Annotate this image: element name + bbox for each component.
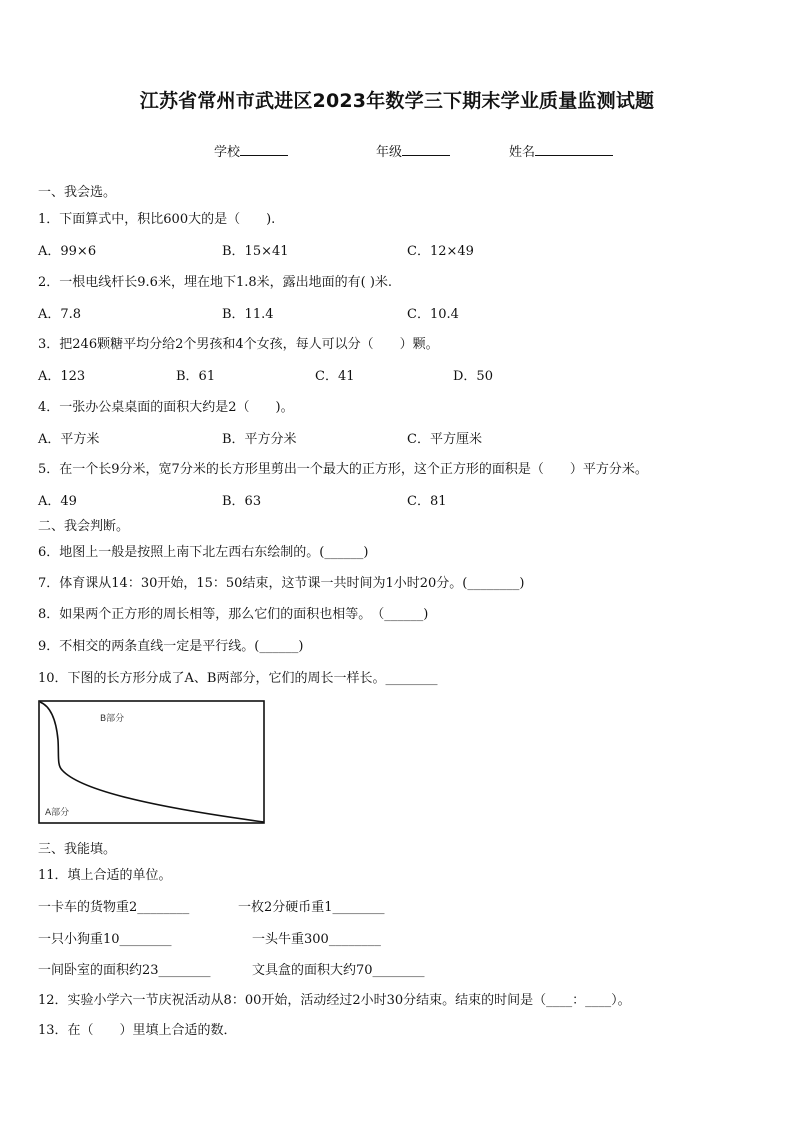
q1-option-b[interactable]: B．15×41 (222, 244, 289, 259)
question-12: 12．实验小学六一节庆祝活动从8：00开始，活动经过2小时30分结束。结束的时间是（____：____）。 (38, 993, 631, 1008)
question-6: 6．地图上一般是按照上南下北左西右东绘制的。(______) (38, 545, 369, 560)
grade-field (376, 141, 450, 160)
q2-option-b[interactable]: B．11.4 (222, 307, 274, 322)
q3-option-a[interactable]: A．123 (38, 369, 86, 384)
question-9: 9．不相交的两条直线一定是平行线。(______) (38, 639, 304, 654)
question-7: 7．体育课从14：30开始，15：50结束，这节课一共时间为1小时20分。(________) (38, 576, 525, 591)
section-heading-3: 三、我能填。 (38, 842, 117, 857)
q11-row1-right[interactable]: 一枚2分硬币重1________ (238, 900, 385, 915)
q11-row3-left[interactable]: 一间卧室的面积约23________ (38, 963, 211, 978)
q11-row2-right[interactable]: 一头牛重300________ (252, 932, 381, 947)
q5-option-b[interactable]: B．63 (222, 494, 262, 509)
q4-option-a[interactable]: A．平方米 (38, 432, 100, 447)
label-a-part: A部分 (45, 808, 70, 818)
q11-row1-left[interactable]: 一卡车的货物重2________ (38, 900, 190, 915)
section-heading-2: 二、我会判断。 (38, 519, 130, 534)
q3-option-d[interactable]: D．50 (453, 369, 493, 384)
question-8: 8．如果两个正方形的周长相等，那么它们的面积也相等。 （______) (38, 607, 429, 622)
section-heading-1: 一、我会选。 (38, 185, 117, 200)
school-field (214, 141, 288, 160)
name-field (509, 141, 613, 160)
label-b-part: B部分 (100, 714, 125, 724)
q1-option-a[interactable]: A．99×6 (38, 244, 97, 259)
q11-row3-right[interactable]: 文具盒的面积大约70________ (252, 963, 425, 978)
school-blank[interactable] (240, 143, 288, 156)
grade-label: 年级 (376, 145, 403, 160)
page-title: 江苏省常州市武进区2023年数学三下期末学业质量监测试题 (139, 90, 655, 112)
q3-option-b[interactable]: B．61 (176, 369, 216, 384)
question-4: 4．一张办公桌桌面的面积大约是2（ )。 (38, 400, 294, 415)
q5-option-c[interactable]: C．81 (407, 494, 447, 509)
name-label: 姓名 (509, 145, 536, 160)
q4-option-b[interactable]: B．平方分米 (222, 432, 297, 447)
q2-option-c[interactable]: C．10.4 (407, 307, 459, 322)
question-3: 3．把246颗糖平均分给2个男孩和4个女孩，每人可以分（ ）颗。 (38, 337, 439, 352)
question-11: 11．填上合适的单位。 (38, 868, 172, 883)
rectangle-diagram (38, 700, 266, 826)
diagram-rectangle (39, 701, 264, 823)
q2-option-a[interactable]: A．7.8 (38, 307, 82, 322)
q4-option-c[interactable]: C．平方厘米 (407, 432, 482, 447)
q1-option-c[interactable]: C．12×49 (407, 244, 474, 259)
question-2: 2．一根电线杆长9.6米，埋在地下1.8米，露出地面的有( )米. (38, 275, 393, 290)
question-13: 13．在（ ）里填上合适的数． (38, 1023, 237, 1038)
grade-blank[interactable] (402, 143, 450, 156)
question-10: 10．下图的长方形分成了A、B两部分，它们的周长一样长。________ (38, 671, 438, 686)
school-label: 学校 (214, 145, 241, 160)
q11-row2-left[interactable]: 一只小狗重10________ (38, 932, 172, 947)
q5-option-a[interactable]: A．49 (38, 494, 77, 509)
question-5: 5．在一个长9分米，宽7分米的长方形里剪出一个最大的正方形，这个正方形的面积是（ ）平方分米。 (38, 462, 648, 477)
name-blank[interactable] (535, 143, 613, 156)
question-1: 1．下面算式中，积比600大的是（ ). (38, 212, 276, 227)
q3-option-c[interactable]: C．41 (315, 369, 355, 384)
